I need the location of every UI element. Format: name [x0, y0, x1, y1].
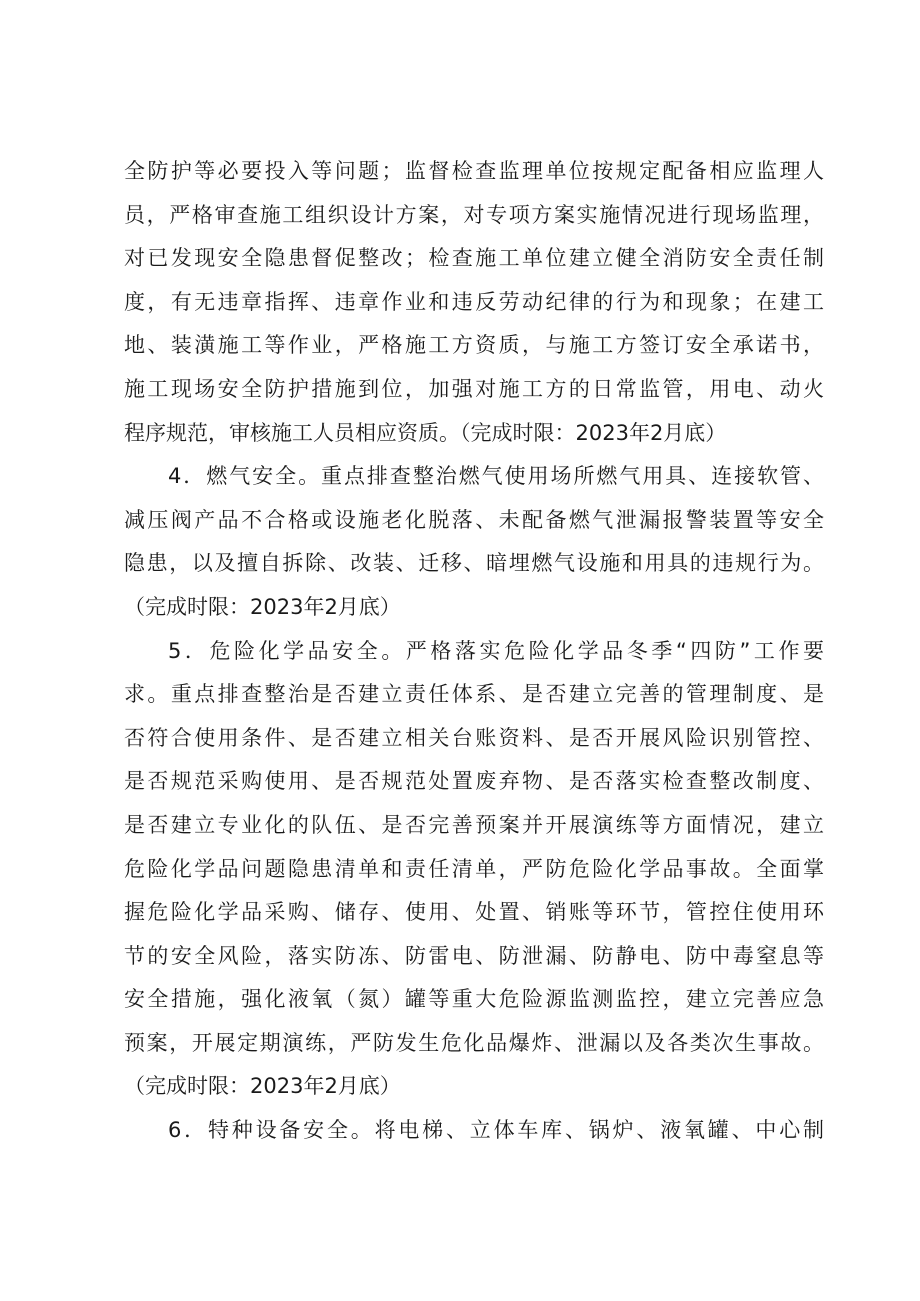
text-line: （完成时限：2023年2月底） [124, 1074, 401, 1099]
text-line: 预案，开展定期演练，严防发生危化品爆炸、泄漏以及各类次生事故。 [124, 1030, 824, 1055]
text-line: 4．燃气安全。重点排查整治燃气使用场所燃气用具、连接软管、 [168, 464, 824, 489]
text-line: 是否规范采购使用、是否规范处置废弃物、是否落实检查整改制度、 [124, 769, 824, 794]
text-line: 握危险化学品采购、储存、使用、处置、销账等环节，管控住使用环 [124, 900, 824, 925]
text-line: 全防护等必要投入等问题；监督检查监理单位按规定配备相应监理人 [124, 159, 824, 183]
text-line: 对已发现安全隐患督促整改；检查施工单位建立健全消防安全责任制 [124, 246, 824, 271]
text-line: 是否建立专业化的队伍、是否完善预案并开展演练等方面情况，建立 [124, 812, 824, 837]
text-line: 隐患，以及擅自拆除、改装、迁移、暗埋燃气设施和用具的违规行为。 [124, 551, 824, 576]
text-line: 安全措施，强化液氧（氮）罐等重大危险源监测监控，建立完善应急 [124, 987, 824, 1012]
text-line: 程序规范，审核施工人员相应资质。（完成时限：2023年2月底） [124, 420, 727, 445]
text-line: 施工现场安全防护措施到位，加强对施工方的日常监管，用电、动火 [124, 376, 824, 401]
text-line: （完成时限：2023年2月底） [124, 594, 401, 619]
text-line: 减压阀产品不合格或设施老化脱落、未配备燃气泄漏报警装置等安全 [124, 507, 824, 532]
body-text [124, 150, 824, 1153]
text-line: 节的安全风险，落实防冻、防雷电、防泄漏、防静电、防中毒窒息等 [124, 943, 824, 968]
text-line: 地、装潢施工等作业，严格施工方资质，与施工方签订安全承诺书， [124, 333, 824, 358]
text-line: 6．特种设备安全。将电梯、立体车库、锅炉、液氧罐、中心制 [168, 1118, 824, 1143]
text-line: 危险化学品问题隐患清单和责任清单，严防危险化学品事故。全面掌 [124, 856, 824, 881]
text-line: 求。重点排查整治是否建立责任体系、是否建立完善的管理制度、是 [124, 682, 824, 707]
text-line: 否符合使用条件、是否建立相关台账资料、是否开展风险识别管控、 [124, 725, 824, 750]
text-line: 员，严格审查施工组织设计方案，对专项方案实施情况进行现场监理， [124, 202, 824, 227]
text-line: 5．危险化学品安全。严格落实危险化学品冬季“四防”工作要 [168, 638, 824, 663]
text-line: 度，有无违章指挥、违章作业和违反劳动纪律的行为和现象；在建工 [124, 289, 824, 314]
